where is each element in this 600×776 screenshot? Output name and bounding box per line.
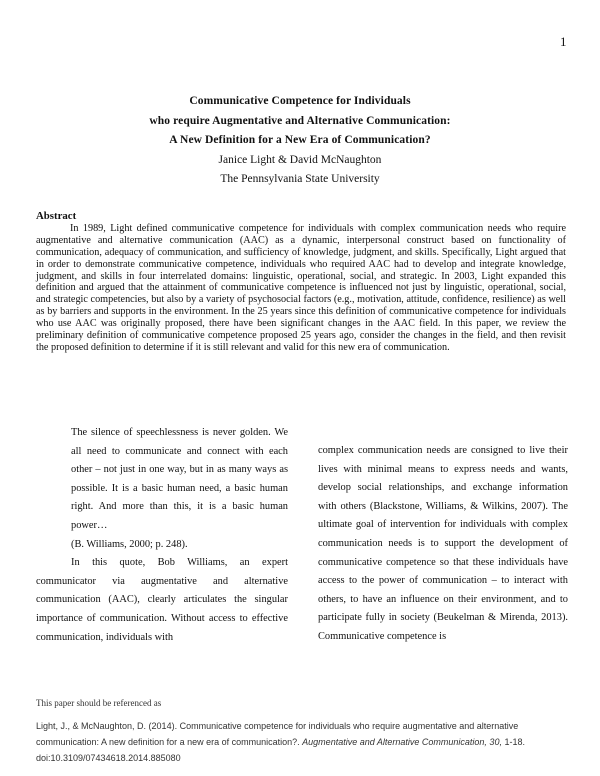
footnote-label: This paper should be referenced as: [36, 698, 162, 708]
abstract-heading: Abstract: [36, 210, 77, 222]
title-block: [40, 92, 560, 190]
title-line-2: who require Augmentative and Alternative Communication:: [149, 114, 451, 127]
citation-start: Light, J., & McNaughton, D. (2014). Communicative competence for individuals who require augmentative and alternative communication: A new definition for a new era of communication?.: [36, 721, 519, 747]
title-line-3: A New Definition for a New Era of Communication?: [169, 134, 431, 146]
reference-citation: [36, 718, 572, 766]
abstract-section: [36, 211, 566, 354]
affiliation: The Pennsylvania State University: [220, 173, 380, 185]
abstract-text: In 1989, Light defined communicative competence for individuals with complex communication needs who require augmentative and alternative communication (AAC) as a dynamic, interpersonal construct based on functionality of communication, adequacy of communication, and sufficiency of knowledge, judgment, and skills. Specifically, Light argued that in order to demonstrate communicative competence, individuals who required AAC had to develop and integrate knowledge, judgment, and skills in four interrelated domains: linguistic, operational, social, and strategic. In 2003, Light expanded this definition and argued that the attainment of communicative competence is influenced not just by linguistic, operational, social, and strategic competencies, but also by a variety of psychosocial factors (e.g., motivation, attitude, confidence, resilience) as well as by barriers and supports in the environment. In the 25 years since this definition of communicative competence for individuals who use AAC was originally proposed, there have been significant changes in the AAC field. In this paper, we review the preliminary definition of communicative competence proposed 25 years ago, consider the changes in the field, and then revisit the proposed definition to determine if it is still relevant and valid for this new era of communication.: [36, 222, 566, 353]
citation-journal: Augmentative and Alternative Communication, 30,: [302, 737, 502, 747]
block-quote: The silence of speechlessness is never golden. We all need to communicate and connect with each other – not just in one way, but in as many ways as possible. It is a basic human need, a basic human right. And more than this, it is a basic human power…: [71, 427, 288, 531]
page-number: 1: [560, 34, 567, 49]
citation-end: 1-18. doi:10.3109/07434618.2014.885080: [36, 737, 525, 763]
body-column-left: [36, 424, 288, 647]
paragraph-2: complex communication needs are consigned to live their lives with minimal means to express needs and wants, develop social relationships, and exchange information with others (Blackstone, Williams, & Wilkins, 2007). The ultimate goal of intervention for individuals with complex communication needs is to support the development of communicative competence so that these individuals have access to the power of communication – to interact with others, to have an influence on their environment, and to participate fully in society (Beukelman & Mirenda, 2013). Communicative competence is: [318, 445, 568, 642]
authors: Janice Light & David McNaughton: [218, 153, 382, 166]
paragraph-1: In this quote, Bob Williams, an expert communicator via augmentative and alternative communication (AAC), clearly articulates the singular importance of communication. Without access to effective communication, individuals with: [36, 557, 288, 643]
title-line-1: Communicative Competence for Individuals: [189, 95, 411, 107]
quote-citation: (B. Williams, 2000; p. 248).: [71, 538, 188, 550]
body-column-right: [318, 442, 568, 647]
